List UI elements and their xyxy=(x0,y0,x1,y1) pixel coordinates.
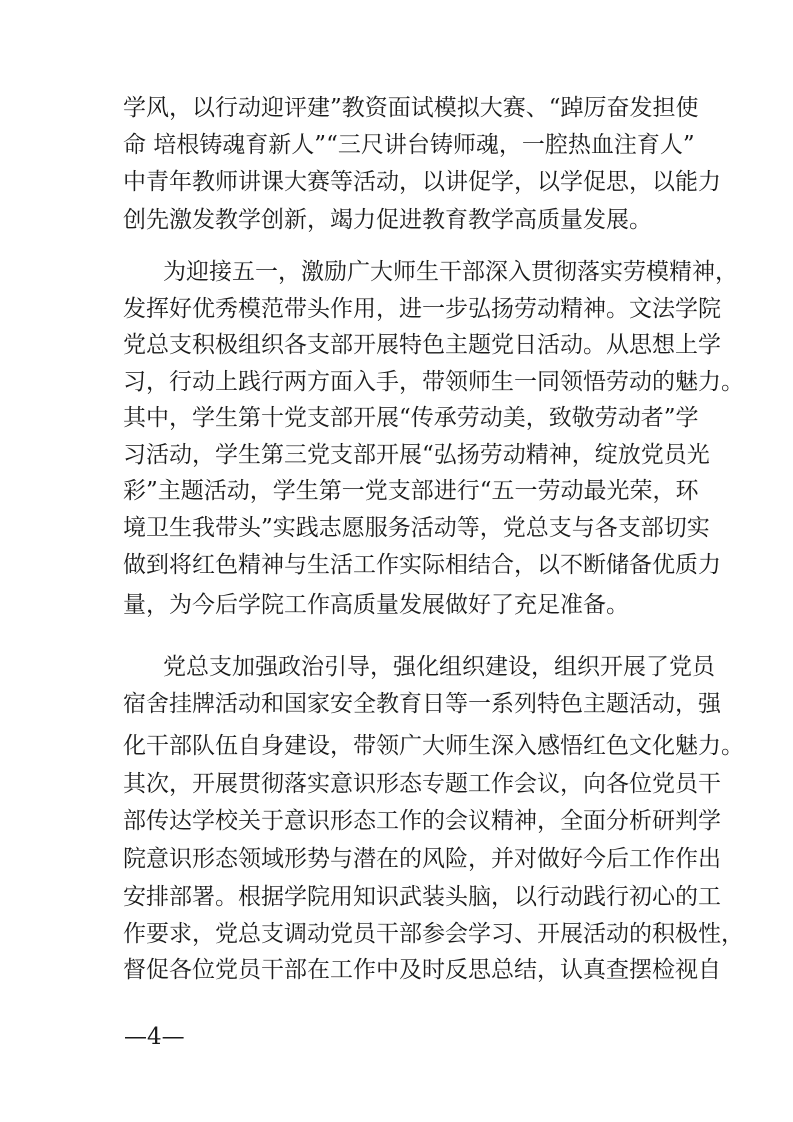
paragraph-1-line-2: 命 培根铸魂育新人”“三尺讲台铸师魂，一腔热血注育人” xyxy=(123,132,695,158)
paragraph-3-line-5: 部传达学校关于意识形态工作的会议精神，全面分析研判学 xyxy=(123,808,721,834)
paragraph-2-line-3: 党总支积极组织各支部开展特色主题党日活动。从思想上学 xyxy=(123,332,721,358)
paragraph-3-line-8: 作要求，党总支调动党员干部参会学习、开展活动的积极性， xyxy=(123,921,744,947)
page-number: —4— xyxy=(124,1024,185,1050)
paragraph-3-line-9: 督促各位党员干部在工作中及时反思总结，认真查摆检视自 xyxy=(123,957,721,983)
paragraph-2-line-8: 境卫生我带头”实践志愿服务活动等，党总支与各支部切实 xyxy=(123,515,710,541)
paragraph-2-line-9: 做到将红色精神与生活工作实际相结合，以不断储备优质力 xyxy=(123,552,721,578)
paragraph-1-line-1: 学风，以行动迎评建”教资面试模拟大赛、“踔厉奋发担使 xyxy=(123,95,699,121)
paragraph-2-line-5: 其中，学生第十党支部开展“传承劳动美，致敬劳动者”学 xyxy=(123,405,699,431)
paragraph-3-line-6: 院意识形态领域形势与潜在的风险，并对做好今后工作作出 xyxy=(123,846,721,872)
paragraph-2-line-2: 发挥好优秀模范带头作用，进一步弘扬劳动精神。文法学院 xyxy=(123,296,721,322)
paragraph-2-line-6: 习活动，学生第三党支部开展“弘扬劳动精神，绽放党员光 xyxy=(123,442,710,468)
paragraph-2-line-4: 习，行动上践行两方面入手，带领师生一同领悟劳动的魅力。 xyxy=(123,369,744,395)
paragraph-3-line-1: 党总支加强政治引导，强化组织建设，组织开展了党员 xyxy=(163,654,715,680)
paragraph-2-line-1: 为迎接五一，激励广大师生干部深入贯彻落实劳模精神， xyxy=(163,259,738,285)
paragraph-1-line-4: 创先激发教学创新，竭力促进教育教学高质量发展。 xyxy=(123,207,652,233)
paragraph-2-line-10: 量，为今后学院工作高质量发展做好了充足准备。 xyxy=(123,592,629,618)
paragraph-3-line-3: 化干部队伍自身建设，带领广大师生深入感悟红色文化魅力。 xyxy=(123,733,744,759)
paragraph-1-line-3: 中青年教师讲课大赛等活动，以讲促学，以学促思，以能力 xyxy=(123,169,721,195)
paragraph-2-line-7: 彩”主题活动，学生第一党支部进行“五一劳动最光荣，环 xyxy=(123,478,699,504)
paragraph-3-line-2: 宿舍挂牌活动和国家安全教育日等一系列特色主题活动，强 xyxy=(123,691,721,717)
paragraph-3-line-7: 安排部署。根据学院用知识武装头脑，以行动践行初心的工 xyxy=(123,884,721,910)
paragraph-3-line-4: 其次，开展贯彻落实意识形态专题工作会议，向各位党员干 xyxy=(123,771,721,797)
